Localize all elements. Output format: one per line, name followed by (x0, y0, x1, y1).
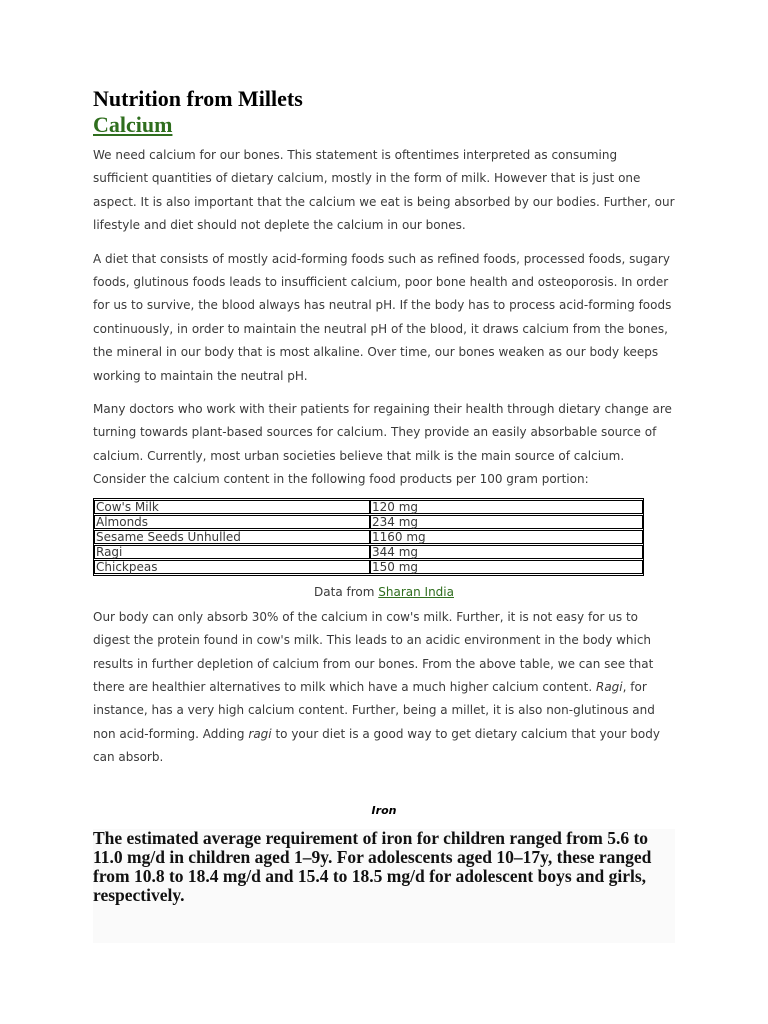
table-cell-food: Sesame Seeds Unhulled (94, 530, 370, 544)
table-row (94, 560, 643, 574)
table-row (94, 500, 643, 514)
iron-text: The estimated average requirement of iron for children ranged from 5.6 to 11.0 mg/d in children aged 1–9y. For adolescents aged 10–17y, these ranged from 10.8 to 18.4 mg/d and 15.4 to 18.5 mg/d for adolescent boys and girls, respectively. (93, 827, 652, 905)
paragraph-3: Many doctors who work with their patients for regaining their health through dietary change are turning towards plant-based sources for calcium. They provide an easily absorbable source of calcium. Currently, most urban societies believe that milk is the main source of calcium. Consider the calcium content in the following food products per 100 gram portion: (93, 402, 672, 487)
table-cell-amount: 120 mg (370, 500, 643, 514)
table-cell-food: Ragi (94, 545, 370, 559)
paragraph-4-text: to your diet is a good way to get dietary calcium that your body can absorb. (93, 726, 660, 765)
table-cell-food: Almonds (94, 515, 370, 529)
table-row (94, 530, 643, 544)
ragi-italic: ragi (248, 726, 272, 741)
iron-highlight-box (93, 829, 675, 943)
table-cell-amount: 1160 mg (370, 530, 643, 544)
page-title: Nutrition from Millets (93, 86, 303, 111)
sharan-india-link[interactable]: Sharan India (378, 584, 454, 599)
calcium-heading-link[interactable]: Calcium (93, 112, 173, 137)
table-row (94, 545, 643, 559)
paragraph-4-text: Our body can only absorb 30% of the calcium in cow's milk. Further, it is not easy for us to digest the protein found in cow's milk. This leads to an acidic environment in the body which results in further depletion of calcium from our bones. From the above table, we can see that there are healthier alternatives to milk which have a much higher calcium content. (93, 609, 654, 694)
paragraph-4-text: , for instance, has a very high calcium content. Further, being a millet, it is also non-glutinous and non acid-forming. Adding (93, 679, 655, 741)
paragraph-1: We need calcium for our bones. This statement is oftentimes interpreted as consuming sufficient quantities of dietary calcium, mostly in the form of milk. However that is just one aspect. It is also important that the calcium we eat is being absorbed by our bodies. Further, our lifestyle and diet should not deplete the calcium in our bones. (93, 148, 675, 233)
ragi-italic: Ragi (595, 679, 623, 694)
paragraph-4 (93, 606, 675, 770)
table-cell-amount: 150 mg (370, 560, 643, 574)
table-cell-amount: 234 mg (370, 515, 643, 529)
table-cell-amount: 344 mg (370, 545, 643, 559)
table-row (94, 515, 643, 529)
calcium-table (93, 498, 644, 576)
table-cell-food: Chickpeas (94, 560, 370, 574)
paragraph-2: A diet that consists of mostly acid-forming foods such as refined foods, processed foods, sugary foods, glutinous foods leads to insufficient calcium, poor bone health and osteoporosis. In order for us to survive, the blood always has neutral pH. If the body has to process acid-forming foods continuously, in order to maintain the neutral pH of the blood, it draws calcium from the bones, the mineral in our body that is most alkaline. Over time, our bones weaken as our body keeps working to maintain the neutral pH. (93, 251, 672, 383)
table-source-caption (93, 584, 675, 600)
document-page (93, 86, 675, 943)
iron-heading: Iron (371, 803, 397, 817)
source-prefix: Data from (314, 584, 375, 599)
table-cell-food: Cow's Milk (94, 500, 370, 514)
